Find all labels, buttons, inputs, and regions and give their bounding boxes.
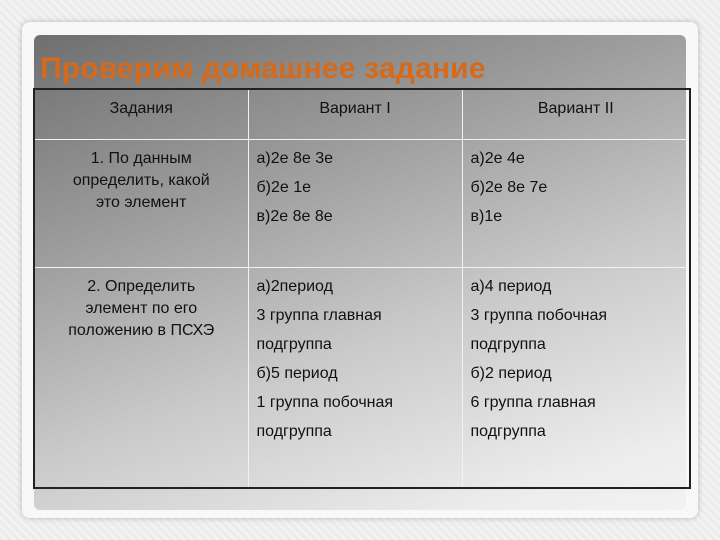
homework-table (33, 88, 691, 489)
answer-line: а)2период (256, 278, 333, 295)
answer-line: а)4 период (470, 278, 552, 295)
answer-line: подгруппа (470, 336, 546, 353)
answer-line: б)2е 8е 7е (470, 179, 548, 196)
answer-line: б)5 период (256, 365, 338, 382)
task-line: элемент по его (85, 300, 198, 317)
variant-2-cell (462, 268, 690, 489)
table-row (34, 268, 690, 489)
answer-line: 3 группа главная (256, 307, 382, 324)
answer-line: 1 группа побочная (256, 394, 394, 411)
task-cell (34, 268, 248, 489)
answer-line: подгруппа (256, 336, 332, 353)
answer-line: б)2е 1е (256, 179, 312, 196)
header-tasks: Задания (34, 89, 248, 140)
task-line: 2. Определить (87, 278, 196, 295)
variant-1-cell (248, 140, 462, 268)
task-line: положению в ПСХЭ (68, 322, 215, 339)
task-line: определить, какой (72, 172, 210, 189)
task-line: это элемент (96, 194, 187, 211)
answer-line: подгруппа (256, 423, 332, 440)
answer-line: в)2е 8е 8е (256, 208, 333, 225)
answer-line: в)1е (470, 208, 503, 225)
variant-1-cell (248, 268, 462, 489)
header-variant-2: Вариант II (462, 89, 690, 140)
answer-line: 6 группа главная (470, 394, 596, 411)
task-line: 1. По данным (90, 150, 192, 167)
table-row (34, 140, 690, 268)
header-variant-1: Вариант I (248, 89, 462, 140)
answer-line: а)2е 8е 3е (256, 150, 334, 167)
answer-line: а)2е 4е (470, 150, 525, 167)
variant-2-cell (462, 140, 690, 268)
answer-line: подгруппа (470, 423, 546, 440)
slide-title: Проверим домашнее задание (40, 52, 486, 85)
table-header-row (34, 89, 690, 140)
answer-line: б)2 период (470, 365, 552, 382)
task-cell (34, 140, 248, 268)
answer-line: 3 группа побочная (470, 307, 608, 324)
